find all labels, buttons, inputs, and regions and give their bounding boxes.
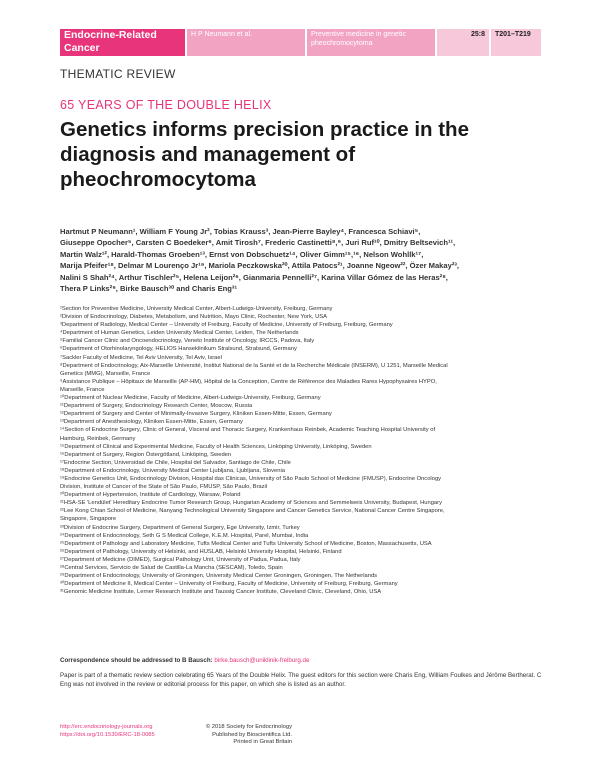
journal-name: Endocrine-Related Cancer [64,29,157,54]
affiliation: ¹⁷Endocrine Section, Universidad de Chile, Hospital del Salvador, Santiago de Chile, Chile [60,459,291,466]
affiliation: ¹³Department of Anesthesiology, Kliniken Essen-Mitte, Essen, Germany [60,419,243,426]
running-topic: Preventive medicine in genetic pheochromocytoma [307,29,435,56]
affiliation: ⁵Familial Cancer Clinic and Oncoendocrinology, Veneto Institute of Oncology, IRCCS, Padova, Italy [60,338,315,345]
affiliation: ²⁴Department of Endocrinology, Seth G S Medical College, K.E.M. Hospital, Parel, Mumbai, India [60,532,309,539]
author-line: Hartmut P Neumann¹, William F Young Jr², Tobias Krauss³, Jean-Pierre Bayley⁴, Francesca Schiavi⁵, [60,227,421,236]
affiliation: ²⁰Department of Hypertension, Institute of Cardiology, Warsaw, Poland [60,492,241,499]
affiliation: ¹⁰Department of Nuclear Medicine, Faculty of Medicine, Albert-Ludwigs-University, Freiburg, Germany [60,395,321,402]
affiliation: ²⁹Department of Endocrinology, University of Groningen, University Medical Center Groningen, Groningen, The Netherlands [60,573,378,580]
author-line: Thera P Links²⁹, Birke Bausch³⁰ and Charis Eng³¹ [60,284,237,294]
footer-links [60,724,155,739]
affiliation: ¹⁶Department of Surgery, Region Östergötland, Linköping, Sweden [60,451,232,458]
affiliation: ²Division of Endocrinology, Diabetes, Metabolism, and Nutrition, Mayo Clinic, Rochester, New York, USA [60,314,327,321]
correspondence-label: Correspondence should be addressed to B Bausch: [60,657,213,664]
affiliation: ³Department of Radiology, Medical Center – University of Freiburg, Faculty of Medicine, University of Freiburg, Freiburg, Germany [60,322,393,329]
affiliation: ¹Section for Preventive Medicine, University Medical Center, Albert-Ludwigs-University, Freiburg, Germany [60,306,333,312]
affiliation: ²⁵Department of Pathology and Laboratory Medicine, Tufts Medical Center and Tufts University School of Medicine, Boston, Massachusetts, USA [60,540,432,547]
author-list [60,226,550,294]
affiliation: ²²Lee Kong Chian School of Medicine, Nanyang Technological University Singapore and Cancer Genetics Service, National Cancer Centre Singapore, [60,508,445,515]
affiliation: ³¹Genomic Medicine Institute, Lerner Research Institute and Taussig Cancer Institute, Cleveland Clinic, Cleveland, Ohio, USA [60,589,382,596]
journal-header [0,0,600,56]
affiliation: ²⁸Central Services, Servicio de Salud de Castilla-La Mancha (SESCAM), Toledo, Spain [60,565,283,571]
affiliation: ⁴Department of Human Genetics, Leiden University Medical Center, Leiden, The Netherlands [60,330,299,337]
doi-link[interactable]: https://doi.org/10.1530/ERC-18-0085 [60,731,155,738]
correspondence-email-link[interactable]: birke.bausch@uniklinik-freiburg.de [214,657,310,664]
affiliation: ⁷Sackler Faculty of Medicine, Tel Aviv University, Tel Aviv, Israel [60,354,222,361]
copyright-text: © 2018 Society for Endocrinology [205,724,292,730]
page-range: T201–T219 [491,29,541,56]
affiliation: ¹⁴Section of Endocrine Surgery, Clinic of General, Visceral and Thoracic Surgery, Krankenhaus Reinbek, Academic Teaching Hospital University of [60,427,436,434]
affiliations-list [60,305,560,596]
volume-issue: 25:8 [437,29,489,56]
affiliation: ⁹Assistance Publique – Hôpitaux de Marseille (AP-HM), Hôpital de la Conception, Centre de Référence des Maladies Rares Hypophysaires HYPO, [60,378,437,385]
affiliation: ¹¹Department of Surgery, Endocrinology Research Center, Moscow, Russia [60,403,253,410]
footer-copyright [200,724,292,747]
author-line: Marija Pfeifer¹⁸, Delmar M Lourenço Jr¹⁹, Mariola Peczkowska²⁰, Attila Patocs²¹, Joanne Ngeow²², Özer Makay²³, [60,261,460,271]
affiliation: ⁶Department of Otorhinolaryngology, HELIOS Hanseklinikum Stralsund, Stralsund, Germany [60,346,297,353]
printed-text: Printed in Great Britain [233,739,292,745]
affiliation: Division, Institute of Cancer of the State of São Paulo, FMUSP, São Paulo, Brazil [60,484,268,491]
affiliation: ¹⁸Department of Endocrinology, University Medical Center Ljubljana, Ljubljana, Slovenia [60,467,285,474]
affiliation: Hamburg, Reinbek, Germany [60,435,136,442]
affiliation: ⁸Department of Endocrinology, Aix-Marseille Université, Institut National de la Santé et de la Recherche Médicale (INSERM), U 1251, Marseille Medical [60,362,448,369]
running-authors: H P Neumann et al. [187,29,305,56]
series-label: 65 YEARS OF THE DOUBLE HELIX [60,98,272,112]
correspondence [60,657,309,664]
affiliation: Marseille, France [60,386,105,393]
journal-brand[interactable] [60,29,185,56]
section-label: THEMATIC REVIEW [60,67,176,81]
affiliation: ¹²Department of Surgery and Center of Minimally-Invasive Surgery, Kliniken Essen-Mitte, Essen, Germany [60,411,332,418]
affiliation: ³⁰Department of Medicine II, Medical Center – University of Freiburg, Faculty of Medicine, University of Freiburg, Freiburg, Germany [60,581,398,588]
affiliation: ¹⁹Endocrine Genetics Unit, Endocrinology Division, Hospital das Clinicas, University of São Paulo School of Medicine (FMUSP), Endocrine Oncology [60,475,442,482]
affiliation: Genetics (MMG), Marseille, France [60,370,151,377]
journal-url-link[interactable]: http://erc.endocrinology-journals.org [60,724,153,730]
editorial-note: Paper is part of a thematic review section celebrating 65 Years of the Double Helix. The guest editors for this section were Charis Eng, William Foulkes and Jérôme Bertherat. C Eng was not involved in the review or editorial process for this paper, on which she is listed as an author. [60,672,542,688]
article-title: Genetics informs precision practice in the diagnosis and management of pheochromocytoma [60,118,469,191]
author-line: Nalini S Shah²⁴, Arthur Tischler²⁵, Helena Leijon²⁶, Gianmaria Pennelli²⁷, Karina Villar Gómez de las Heras²⁸, [60,272,448,282]
affiliation: Singapore, Singapore [60,516,117,523]
affiliation: ²³Division of Endocrine Surgery, Department of General Surgery, Ege University, Izmir, Turkey [60,524,300,531]
affiliation: ¹⁵Department of Clinical and Experimental Medicine, Faculty of Health Sciences, Linköping University, Linköping, Sweden [60,443,372,450]
author-line: Martin Walz¹², Harald-Thomas Groeben¹³, Ernst von Dobschuetz¹⁴, Oliver Gimm¹⁵,¹⁶, Nelson Wohllk¹⁷, [60,249,424,259]
publisher-text: Published by Bioscientifica Ltd. [212,731,292,738]
author-line: Giuseppe Opocher⁵, Carsten C Boedeker⁶, Amit Tirosh⁷, Frederic Castinetti⁸,⁹, Juri Ruf¹⁰, Dmitry Beltsevich¹¹, [60,238,456,248]
affiliation: ²¹HSA-SE 'Lendület' Hereditary Endocrine Tumor Research Group, Hungarian Academy of Sciences and Semmelweis University, Budapest, Hungary [60,500,442,507]
affiliation: ²⁷Department of Medicine (DIMED), Surgical Pathology Unit, University of Padua, Padua, Italy [60,556,301,563]
affiliation: ²⁶Department of Pathology, University of Helsinki, and HUSLAB, Helsinki University Hospital, Helsinki, Finland [60,548,342,555]
